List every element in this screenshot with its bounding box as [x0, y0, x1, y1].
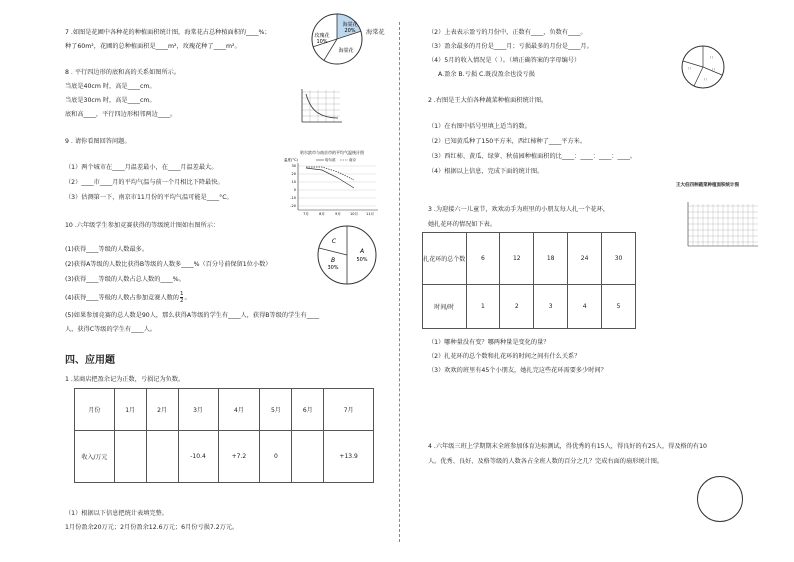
app1-title: 1 .某商店把盈余记为正数，亏损记为负数。 — [65, 376, 185, 383]
svg-text:8月: 8月 — [319, 212, 325, 216]
app1-line1: （1）根据以下信息把统计表填完整。 — [65, 510, 168, 517]
svg-text:11月: 11月 — [366, 212, 374, 216]
table-cell: 7月 — [324, 389, 374, 431]
table-cell: 6 — [466, 233, 500, 285]
svg-text:( ): ( ) — [704, 77, 708, 81]
q3-question2: （2）扎花环的总个数和扎花环的时间之间有什么关系？ — [428, 353, 581, 360]
q10-title: 10 .六年级学生参加竞赛获得的等级统计图如右图所示： — [65, 222, 220, 229]
q10-pie-label: A — [359, 248, 365, 255]
q10-pie-chart — [316, 224, 378, 286]
table-cell: 月份 — [75, 389, 115, 431]
q2-bar-chart-grid — [676, 200, 760, 250]
fraction-denominator: 2 — [179, 298, 184, 304]
q2-chart-title: 王大伯四种蔬菜种植面积统计图 — [676, 183, 739, 188]
q9-temperature-chart — [282, 148, 382, 218]
table-cell: +13.9 — [324, 431, 374, 483]
svg-text:10: 10 — [291, 180, 296, 184]
table-cell: 30 — [602, 233, 636, 285]
q8-line-graph — [296, 88, 344, 128]
q7-pie-chart — [310, 12, 364, 66]
table-cell — [292, 431, 324, 483]
right-line2: （3）盈余最多的月份是____月；亏损最多的月份是____月。 — [428, 43, 593, 50]
q8-line2: 当底是30cm 时，高是____cm。 — [65, 97, 156, 104]
q10-line4: (4)获得____等级的人数占参加竞赛人数的 $\frac{1}{2}$ 。 — [65, 291, 191, 304]
q2-pie-chart — [680, 44, 726, 90]
q2-title: 2 .右图是王大伯各种蔬菜种植面积统计图。 — [428, 97, 548, 104]
table-cell: 24 — [568, 233, 602, 285]
app1-line2: 1月份盈余20万元；2月份盈余12.6万元；6月份亏损7.2万元。 — [65, 524, 239, 531]
q3-question3: （3）欢欢的班里有45个小朋友，她扎完这些花环需要多少时间？ — [428, 367, 607, 374]
svg-text:7月: 7月 — [303, 212, 309, 216]
q10-line1: (1)获得____等级的人数最多。 — [65, 246, 149, 253]
table-cell: -10.4 — [178, 431, 218, 483]
svg-text:( ): ( ) — [710, 55, 714, 59]
table-cell: 12 — [500, 233, 534, 285]
q4-blank-pie-circle — [697, 476, 743, 522]
svg-text:( ): ( ) — [712, 67, 716, 71]
q9-line1: （1）两个城市在____月温差最小，在____月温差最大。 — [65, 164, 218, 171]
table-cell: 4 — [568, 285, 602, 329]
q9-chart-title: 哈尔滨市与南京市的平均气温统计图 — [300, 150, 364, 155]
table-cell: 1 — [466, 285, 500, 329]
q8-line1: 当底是40cm 时，高是____cm。 — [65, 83, 156, 90]
q2-line2: （2）已知黄瓜种了150平方米，西红柿种了____平方米。 — [428, 138, 587, 145]
table-cell: 1月 — [114, 389, 146, 431]
fraction-numerator: 1 — [179, 291, 184, 297]
q9-legend-item: 哈尔滨 — [325, 158, 336, 162]
table-cell: 3 — [534, 285, 568, 329]
svg-text:-10: -10 — [290, 196, 296, 200]
table-cell: 时间/时 — [423, 285, 467, 329]
q7-line2: 种了60m²，花圃的总种植面积是____m²，玫瑰花种了____m²。 — [65, 43, 241, 50]
svg-text:9月: 9月 — [335, 212, 341, 216]
table-cell: 18 — [534, 233, 568, 285]
svg-text:0: 0 — [293, 188, 296, 192]
q10-line5b: 人，获得C等级的学生有____人。 — [65, 326, 156, 333]
q10-pie-label: 50% — [356, 257, 368, 263]
q2-line1: （1）在右图中括号里填上适当的数。 — [428, 123, 531, 130]
q10-pie-label: C — [331, 238, 337, 245]
svg-text:-20: -20 — [290, 204, 296, 208]
q7-pie-label: 10% — [316, 39, 328, 45]
table-cell: 收入/万元 — [75, 431, 115, 483]
q7-pie-label: 玫瑰花 — [314, 33, 330, 39]
q10-line3: (3)获得____等级的人数占总人数的____%。 — [65, 276, 185, 283]
q3-line2: 她扎花环的情况如下表。 — [428, 221, 497, 228]
q9-line3: （3）估测第一下，南京市11月份的平均气温可能是____°C。 — [65, 194, 233, 201]
q8-line3: 底和高____，平行四边形相邻两边____。 — [65, 111, 177, 118]
q2-line4: （4）根据以上信息，完成下面的统计图。 — [428, 168, 544, 175]
q9-title: 9 . 请你看图回答问题。 — [65, 138, 131, 145]
table-cell: 2月 — [146, 389, 178, 431]
right-line1: （2）上表表示盈亏的月份中，正数有____，负数有____。 — [428, 29, 587, 36]
q7-pie-label: 20% — [344, 28, 356, 34]
q3-question1: （1）哪种量没有变？哪两种量是变化的量？ — [428, 339, 550, 346]
svg-text:10月: 10月 — [350, 212, 358, 216]
garland-table — [422, 232, 636, 329]
q10-pie-label: B — [330, 257, 336, 264]
table-cell: 0 — [260, 431, 292, 483]
q7-line1: 7 .如图是花圃中各种花的种植面积统计图，海棠花占总种植面积的____%； — [65, 29, 271, 36]
q7-pie-label: 海棠花 — [338, 48, 354, 54]
q10-line2: (2)获得A等级的人数比获得B等级的人数多____%（百分号前保留1位小数） — [65, 261, 272, 268]
q9-line2: （2）____市____月的平均气温与前一个月相比下降最快。 — [65, 179, 224, 186]
table-cell: 2 — [500, 285, 534, 329]
q9-chart-unit: 温度(°C) — [284, 158, 298, 162]
income-table — [74, 388, 374, 483]
table-cell — [114, 431, 146, 483]
right-line3: （4）5月的收入情况是（ ）。（填正确答案的字母编号） — [428, 57, 581, 64]
table-cell: 6月 — [292, 389, 324, 431]
table-cell — [146, 431, 178, 483]
table-cell: 4月 — [218, 389, 260, 431]
table-cell: +7.2 — [218, 431, 260, 483]
svg-text:( ): ( ) — [688, 66, 692, 70]
svg-text:30: 30 — [291, 164, 296, 168]
column-divider — [399, 22, 400, 542]
table-cell: 扎花环的总个数 — [423, 233, 467, 285]
q3-line1: 3 .为迎接六一儿童节，欢欢动手为班里的小朋友每人扎一个花环， — [428, 206, 610, 213]
section-heading: 四、应用题 — [65, 355, 115, 366]
q9-legend-item: 南京 — [349, 158, 356, 162]
q7-label-right: 海棠花 — [366, 29, 385, 36]
table-cell: 5 — [602, 285, 636, 329]
table-cell: 3月 — [178, 389, 218, 431]
q8-title: 8 . 平行四边形的底和高的关系如图所示。 — [65, 69, 181, 76]
q2-line3: （3）西红柿、黄瓜、绿萝、秋茄园种植面积的比____：____：____：____。 — [428, 153, 637, 160]
q7-pie-label: 海棠花 — [342, 22, 358, 28]
q4-line1: 4 .六年级三班上学期期末全班参加体育达标测试，得优秀的有15人，得良好的有25人，得及格的有10 — [428, 443, 707, 450]
q10-pie-label: 30% — [327, 265, 339, 271]
svg-text:20: 20 — [291, 172, 296, 176]
table-cell: 5月 — [260, 389, 292, 431]
q10-line5a: (5)如果参加竞赛的总人数是90人，那么获得A等级的学生有____人，获得B等级的学生有____ — [65, 312, 320, 319]
right-line4: A.盈余 B.亏损 C.既没盈余也没亏损 — [438, 71, 535, 78]
q4-line2: 人。优秀、良好、及格等级的人数各占全班人数的百分之几？完成右面的扇形统计图。 — [428, 458, 664, 465]
